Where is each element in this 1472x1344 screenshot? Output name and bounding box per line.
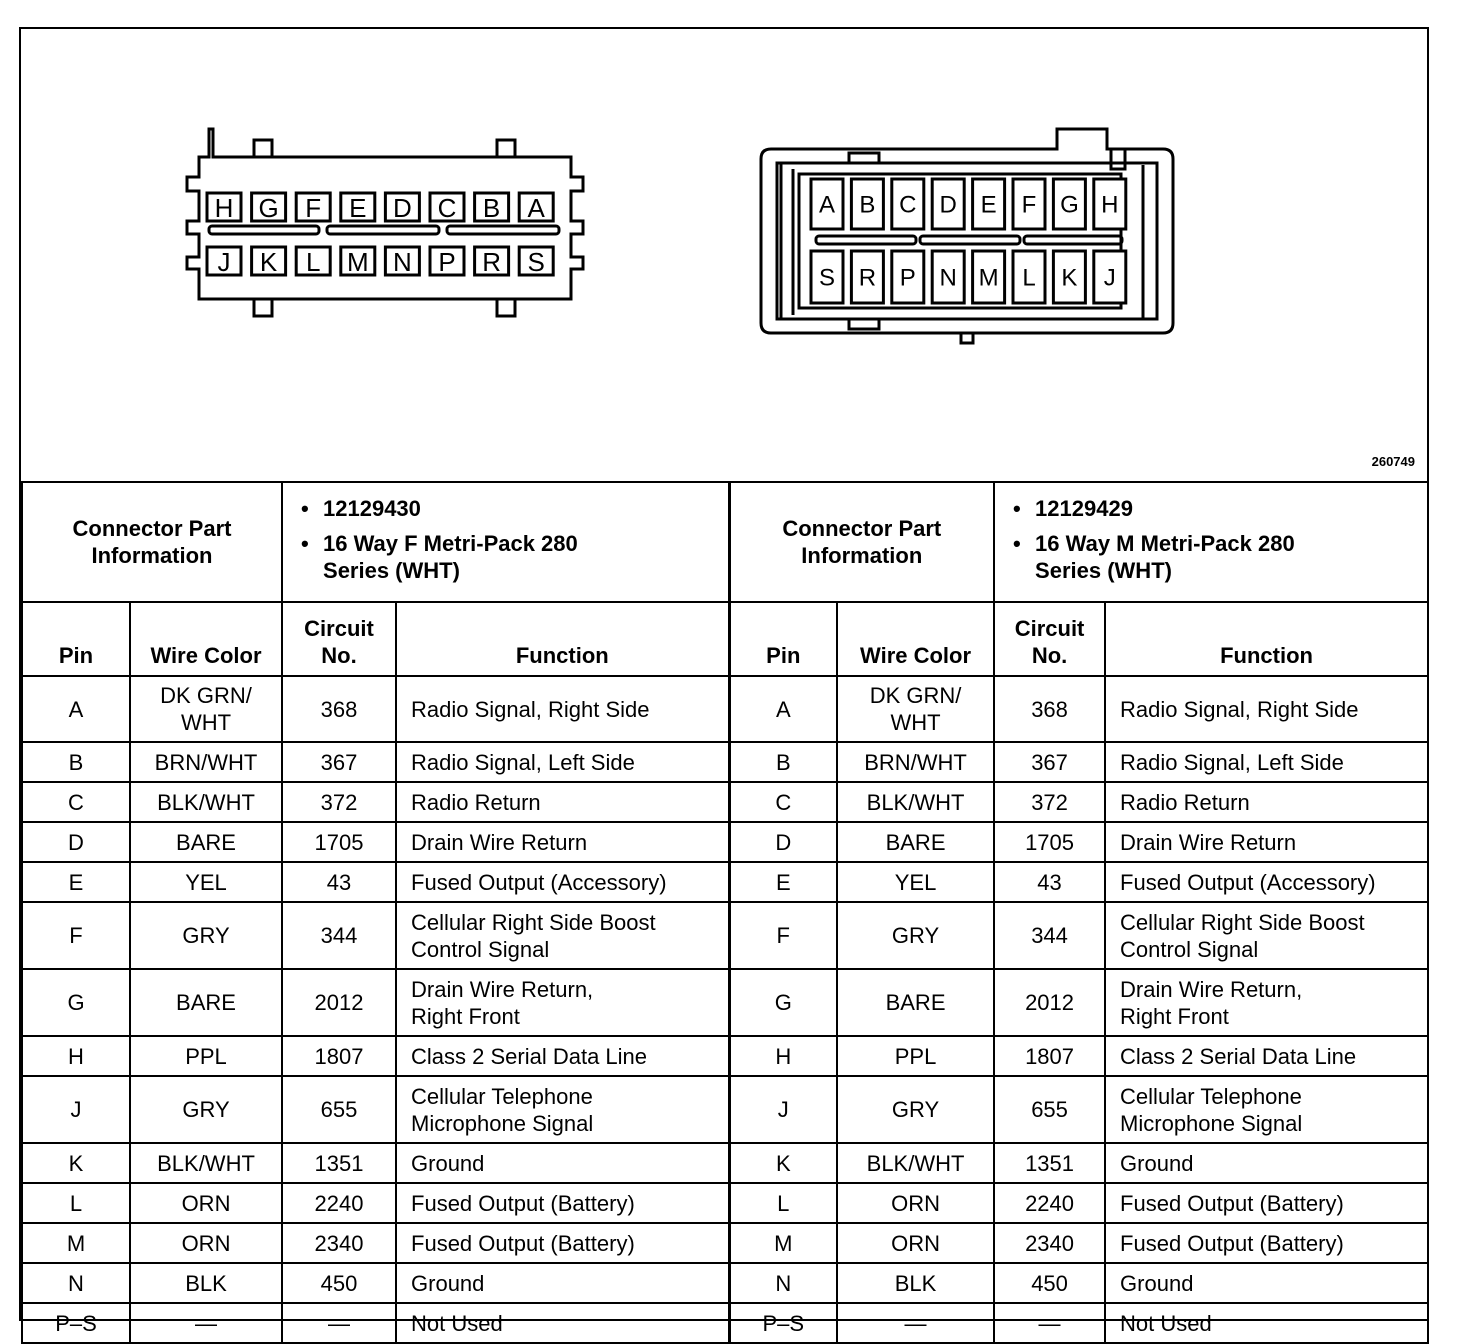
latch-tab bbox=[254, 299, 272, 316]
pin-label: F bbox=[1021, 191, 1037, 219]
wire-color-cell: ORN bbox=[130, 1223, 282, 1263]
circuit-cell: 1705 bbox=[994, 822, 1105, 862]
part-description: • 16 Way M Metri-Pack 280 Series (WHT) bbox=[1035, 530, 1427, 584]
pin-label: C bbox=[437, 193, 457, 223]
pin-cell: H bbox=[729, 1036, 837, 1076]
pin-cell: M bbox=[729, 1223, 837, 1263]
part-number: • 12129430 bbox=[323, 495, 728, 522]
pinout-table bbox=[21, 481, 1429, 1344]
pin-label: M bbox=[978, 264, 999, 292]
pin-cell: H bbox=[22, 1036, 130, 1076]
connector-face-views bbox=[21, 29, 1427, 481]
pin-cell: P–S bbox=[729, 1303, 837, 1343]
circuit-cell: 368 bbox=[282, 676, 396, 742]
function-cell: Class 2 Serial Data Line bbox=[1105, 1036, 1428, 1076]
circuit-cell: 344 bbox=[282, 902, 396, 969]
wire-color-cell: DK GRN/ WHT bbox=[130, 676, 282, 742]
function-cell: Radio Return bbox=[396, 782, 729, 822]
pin-label: J bbox=[1103, 264, 1116, 292]
circuit-cell: 2012 bbox=[994, 969, 1105, 1036]
table-row bbox=[22, 822, 1428, 862]
function-cell: Fused Output (Battery) bbox=[1105, 1183, 1428, 1223]
wire-color-cell: ORN bbox=[130, 1183, 282, 1223]
pin-label: J bbox=[217, 247, 231, 277]
pin-cell: E bbox=[729, 862, 837, 902]
pin-cell: L bbox=[22, 1183, 130, 1223]
wire-color-cell: GRY bbox=[837, 902, 994, 969]
header-wire-color: Wire Color bbox=[837, 602, 994, 676]
pin-label: L bbox=[1022, 264, 1036, 292]
circuit-cell: 655 bbox=[282, 1076, 396, 1143]
pin-label: G bbox=[258, 193, 279, 223]
table-row bbox=[22, 1303, 1428, 1343]
header-pin: Pin bbox=[22, 602, 130, 676]
circuit-cell: 1807 bbox=[282, 1036, 396, 1076]
circuit-cell: 2340 bbox=[282, 1223, 396, 1263]
pin-cell: J bbox=[729, 1076, 837, 1143]
circuit-cell: 1705 bbox=[282, 822, 396, 862]
pin-label: D bbox=[393, 193, 412, 223]
function-cell: Drain Wire Return, Right Front bbox=[396, 969, 729, 1036]
pin-cell: F bbox=[729, 902, 837, 969]
pin-label: B bbox=[859, 191, 876, 219]
table-row bbox=[22, 1263, 1428, 1303]
function-cell: Radio Signal, Left Side bbox=[1105, 742, 1428, 782]
table-row bbox=[22, 1036, 1428, 1076]
wire-color-cell: YEL bbox=[837, 862, 994, 902]
circuit-cell: 450 bbox=[994, 1263, 1105, 1303]
header-circuit: Circuit No. bbox=[282, 602, 396, 676]
connector-right-view bbox=[761, 129, 1173, 343]
pin-cell: N bbox=[22, 1263, 130, 1303]
table-row bbox=[22, 1143, 1428, 1183]
pin-label: H bbox=[214, 193, 234, 223]
function-cell: Ground bbox=[396, 1263, 729, 1303]
circuit-cell: 2340 bbox=[994, 1223, 1105, 1263]
wire-color-cell: BLK/WHT bbox=[837, 782, 994, 822]
pin-label: N bbox=[393, 247, 412, 277]
wire-color-cell: ORN bbox=[837, 1223, 994, 1263]
pin-cell: G bbox=[22, 969, 130, 1036]
function-cell: Fused Output (Battery) bbox=[396, 1223, 729, 1263]
wire-color-cell: BARE bbox=[837, 969, 994, 1036]
pin-label: K bbox=[1061, 264, 1078, 292]
pin-label: K bbox=[259, 247, 278, 277]
latch-tab bbox=[254, 140, 272, 157]
circuit-cell: 367 bbox=[282, 742, 396, 782]
pin-label: S bbox=[527, 247, 545, 277]
connector-info-left bbox=[282, 482, 729, 602]
circuit-cell: 43 bbox=[282, 862, 396, 902]
pinout-sheet bbox=[19, 27, 1429, 1336]
pin-cell: K bbox=[22, 1143, 130, 1183]
pin-cell: C bbox=[22, 782, 130, 822]
function-cell: Not Used bbox=[396, 1303, 729, 1343]
figure-id: 260749 bbox=[1371, 454, 1415, 469]
pin-cell: B bbox=[729, 742, 837, 782]
function-cell: Radio Signal, Right Side bbox=[1105, 676, 1428, 742]
pin-label: R bbox=[858, 264, 877, 292]
function-cell: Fused Output (Battery) bbox=[1105, 1223, 1428, 1263]
pin-label: A bbox=[527, 193, 545, 223]
circuit-cell: 450 bbox=[282, 1263, 396, 1303]
pin-label: S bbox=[818, 264, 836, 292]
pin-cell: J bbox=[22, 1076, 130, 1143]
wire-color-cell: BRN/WHT bbox=[837, 742, 994, 782]
wire-color-cell: BLK/WHT bbox=[130, 782, 282, 822]
circuit-cell: 344 bbox=[994, 902, 1105, 969]
table-row bbox=[22, 1076, 1428, 1143]
wire-color-cell: GRY bbox=[130, 902, 282, 969]
pin-cell: F bbox=[22, 902, 130, 969]
header-wire-color: Wire Color bbox=[130, 602, 282, 676]
pin-cell: N bbox=[729, 1263, 837, 1303]
function-cell: Drain Wire Return bbox=[396, 822, 729, 862]
wire-color-cell: BLK/WHT bbox=[130, 1143, 282, 1183]
circuit-cell: 2240 bbox=[282, 1183, 396, 1223]
function-cell: Ground bbox=[1105, 1263, 1428, 1303]
connector-right-pins bbox=[811, 179, 1126, 303]
connector-diagram bbox=[21, 29, 1427, 481]
pin-label: N bbox=[939, 264, 957, 292]
wire-color-cell: BRN/WHT bbox=[130, 742, 282, 782]
table-row bbox=[22, 969, 1428, 1036]
pin-cell: A bbox=[22, 676, 130, 742]
pin-label: D bbox=[939, 191, 957, 219]
pin-cell: C bbox=[729, 782, 837, 822]
pin-cell: L bbox=[729, 1183, 837, 1223]
circuit-cell: 1807 bbox=[994, 1036, 1105, 1076]
connector-info-label-right: Connector Part Information bbox=[729, 482, 994, 602]
wire-color-cell: BARE bbox=[130, 969, 282, 1036]
connector-info-label-left: Connector Part Information bbox=[22, 482, 282, 602]
pinout-rows bbox=[22, 676, 1428, 1343]
pin-label: C bbox=[899, 191, 917, 219]
pin-cell: D bbox=[729, 822, 837, 862]
header-function: Function bbox=[1105, 602, 1428, 676]
function-cell: Drain Wire Return bbox=[1105, 822, 1428, 862]
connector-info-right bbox=[994, 482, 1428, 602]
pin-cell: P–S bbox=[22, 1303, 130, 1343]
table-row bbox=[22, 676, 1428, 742]
table-row bbox=[22, 1223, 1428, 1263]
part-number: • 12129429 bbox=[1035, 495, 1427, 522]
pin-label: M bbox=[346, 247, 369, 277]
pin-label: H bbox=[1101, 191, 1119, 219]
table-row bbox=[22, 742, 1428, 782]
wire-color-cell: BARE bbox=[130, 822, 282, 862]
function-cell: Radio Signal, Right Side bbox=[396, 676, 729, 742]
pin-cell: M bbox=[22, 1223, 130, 1263]
function-cell: Ground bbox=[1105, 1143, 1428, 1183]
connector-info-row bbox=[22, 482, 1428, 602]
circuit-cell: 368 bbox=[994, 676, 1105, 742]
function-cell: Ground bbox=[396, 1143, 729, 1183]
circuit-cell: 2240 bbox=[994, 1183, 1105, 1223]
circuit-cell: 1351 bbox=[994, 1143, 1105, 1183]
pin-cell: A bbox=[729, 676, 837, 742]
pin-label: P bbox=[438, 247, 456, 277]
pin-label: E bbox=[349, 193, 367, 223]
circuit-cell: 655 bbox=[994, 1076, 1105, 1143]
pin-cell: G bbox=[729, 969, 837, 1036]
circuit-cell: 372 bbox=[282, 782, 396, 822]
pin-label: P bbox=[899, 264, 916, 292]
pin-label: F bbox=[305, 193, 322, 223]
pin-label: A bbox=[818, 191, 836, 219]
circuit-cell: 2012 bbox=[282, 969, 396, 1036]
wire-color-cell: BARE bbox=[837, 822, 994, 862]
function-cell: Fused Output (Accessory) bbox=[396, 862, 729, 902]
table-row bbox=[22, 902, 1428, 969]
wire-color-cell: GRY bbox=[130, 1076, 282, 1143]
function-cell: Cellular Telephone Microphone Signal bbox=[396, 1076, 729, 1143]
wire-color-cell: BLK bbox=[837, 1263, 994, 1303]
pin-cell: D bbox=[22, 822, 130, 862]
function-cell: Class 2 Serial Data Line bbox=[396, 1036, 729, 1076]
pin-label: E bbox=[980, 191, 997, 219]
pin-cell: B bbox=[22, 742, 130, 782]
wire-color-cell: PPL bbox=[837, 1036, 994, 1076]
header-circuit: Circuit No. bbox=[994, 602, 1105, 676]
circuit-cell: — bbox=[994, 1303, 1105, 1343]
pin-label: R bbox=[482, 247, 501, 277]
header-function: Function bbox=[396, 602, 729, 676]
pin-cell: E bbox=[22, 862, 130, 902]
function-cell: Radio Signal, Left Side bbox=[396, 742, 729, 782]
circuit-cell: — bbox=[282, 1303, 396, 1343]
wire-color-cell: GRY bbox=[837, 1076, 994, 1143]
wire-color-cell: DK GRN/ WHT bbox=[837, 676, 994, 742]
table-header-row bbox=[22, 602, 1428, 676]
wire-color-cell: — bbox=[837, 1303, 994, 1343]
pin-label: L bbox=[305, 247, 321, 277]
function-cell: Cellular Right Side Boost Control Signal bbox=[396, 902, 729, 969]
circuit-cell: 1351 bbox=[282, 1143, 396, 1183]
wire-color-cell: BLK/WHT bbox=[837, 1143, 994, 1183]
wire-color-cell: BLK bbox=[130, 1263, 282, 1303]
part-description: • 16 Way F Metri-Pack 280 Series (WHT) bbox=[323, 530, 728, 584]
header-pin: Pin bbox=[729, 602, 837, 676]
pin-label: B bbox=[482, 193, 501, 223]
latch-tab bbox=[497, 140, 515, 157]
function-cell: Fused Output (Battery) bbox=[396, 1183, 729, 1223]
circuit-cell: 367 bbox=[994, 742, 1105, 782]
table-row bbox=[22, 862, 1428, 902]
function-cell: Drain Wire Return, Right Front bbox=[1105, 969, 1428, 1036]
table-row bbox=[22, 1183, 1428, 1223]
function-cell: Fused Output (Accessory) bbox=[1105, 862, 1428, 902]
latch-tab bbox=[497, 299, 515, 316]
circuit-cell: 372 bbox=[994, 782, 1105, 822]
pin-cell: K bbox=[729, 1143, 837, 1183]
function-cell: Radio Return bbox=[1105, 782, 1428, 822]
wire-color-cell: YEL bbox=[130, 862, 282, 902]
table-row bbox=[22, 782, 1428, 822]
function-cell: Cellular Right Side Boost Control Signal bbox=[1105, 902, 1428, 969]
wire-color-cell: ORN bbox=[837, 1183, 994, 1223]
circuit-cell: 43 bbox=[994, 862, 1105, 902]
function-cell: Not Used bbox=[1105, 1303, 1428, 1343]
wire-color-cell: PPL bbox=[130, 1036, 282, 1076]
pin-label: G bbox=[1060, 191, 1079, 219]
function-cell: Cellular Telephone Microphone Signal bbox=[1105, 1076, 1428, 1143]
wire-color-cell: — bbox=[130, 1303, 282, 1343]
